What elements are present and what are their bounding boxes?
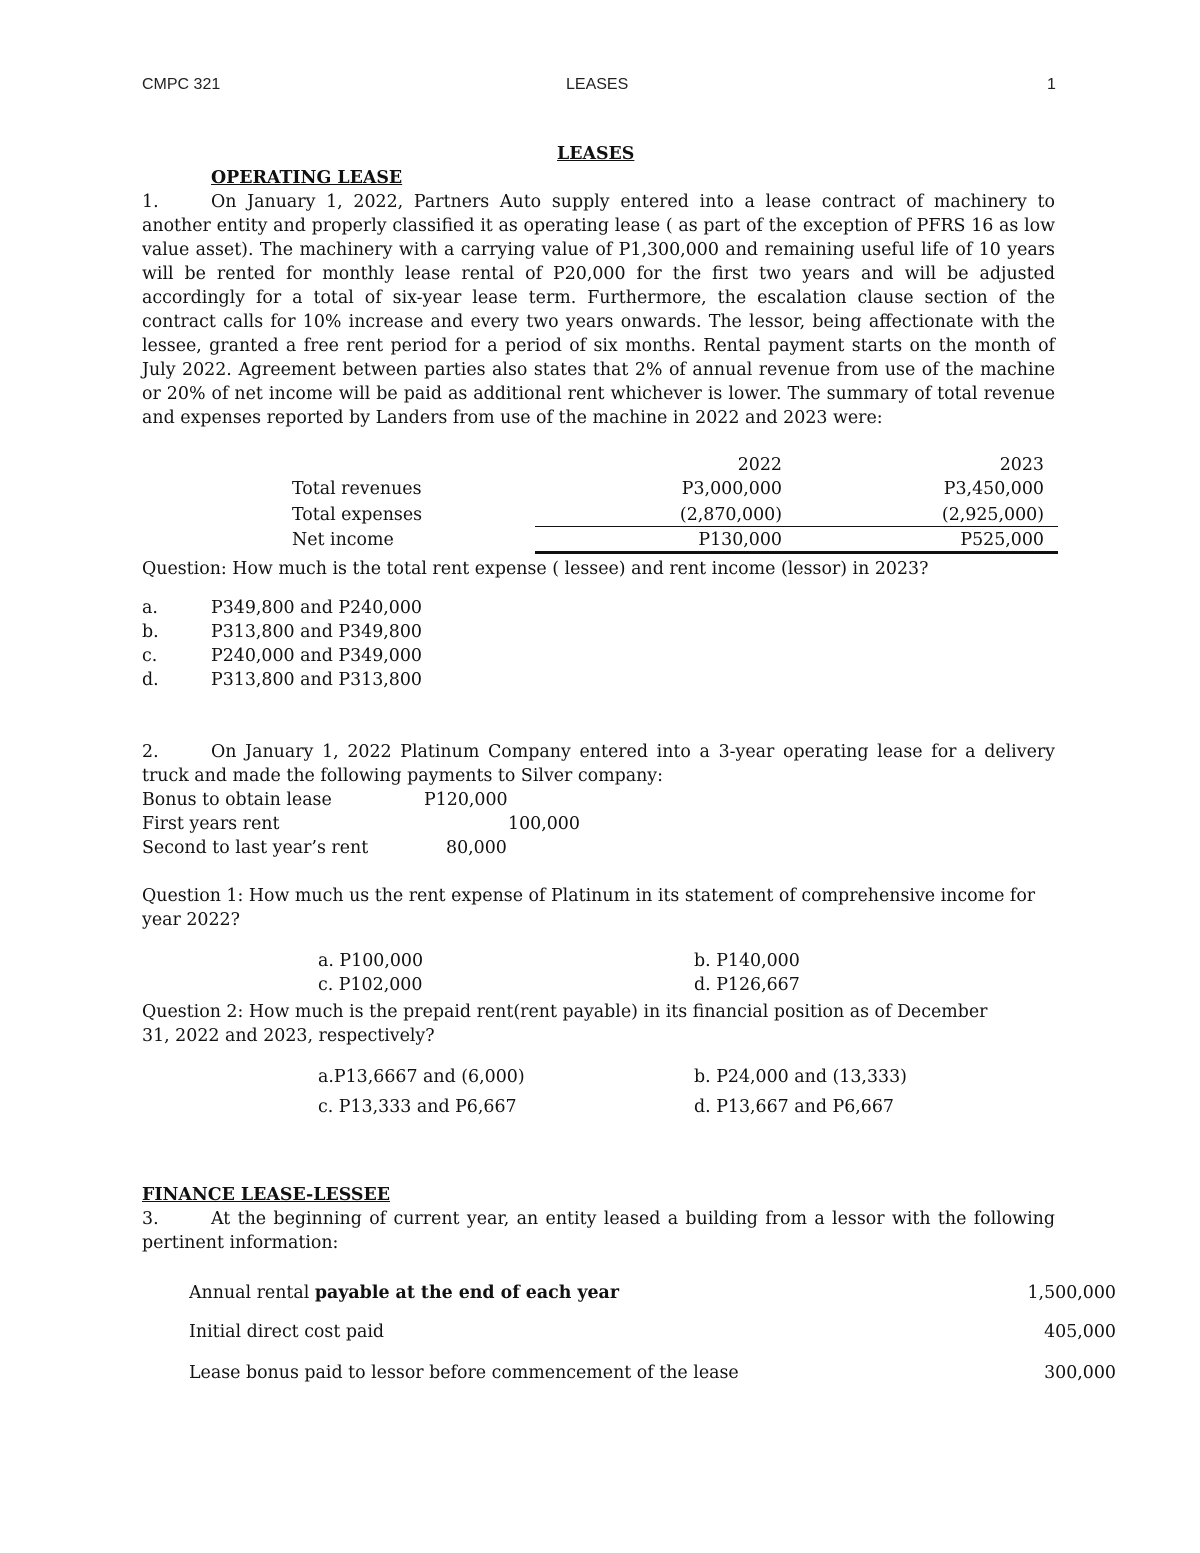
problem-2-text: 2. On January 1, 2022 Platinum Company entered into a 3-year operating lease for a delivery truck and made the following payments to Silver company: [142,742,1055,786]
section-heading-finance-lease: FINANCE LEASE-LESSEE [142,1185,390,1205]
problem-2-question-1: Question 1: How much us the rent expense of Platinum in its statement of comprehensive income for year 2022? [142,886,1036,930]
choice-text: P313,800 and P313,800 [211,670,422,690]
problem-3-number: 3. [142,1209,159,1229]
payment-value: 80,000 [446,838,507,858]
section-heading-operating-lease: OPERATING LEASE [211,168,403,188]
table-cell: P3,000,000 [681,479,782,499]
item-label: Lease bonus paid to lessor before commencement of the lease [189,1363,739,1383]
payment-value: P120,000 [424,790,508,810]
choice-text: b. P24,000 and (13,333) [694,1067,907,1087]
item-label: Annual rental payable at the end of each year [189,1283,619,1303]
payment-value: 100,000 [508,814,580,834]
problem-1-text: 1. On January 1, 2022, Partners Auto supply entered into a lease contract of machinery to another entity and properly classified it as operating lease ( as part of the exception of PFRS 16 as low value asset). The machinery with a carrying value of P1,300,000 and remaining useful life of 10 years will be rented for monthly lease rental of P20,000 for the first two years and will be adjusted accordingly for a total of six-year lease term. Furthermore, the escalation clause section of the contract calls for 10% increase and every two years onwards. The lessor, being affectionate with the lessee, granted a free rent period for a period of six months. Rental payment starts on the month of July 2022. Agreement between parties also states that 2% of annual revenue from use of the machine or 20% of net income will be paid as additional rent whichever is lower. The summary of total revenue and expenses reported by Landers from use of the machine in 2022 and 2023 were: [142,192,1055,428]
choice-text: d. P13,667 and P6,667 [694,1097,894,1117]
choice-text: d. P126,667 [694,975,800,995]
table-year-2022: 2022 [737,455,782,475]
table-divider [535,526,1058,527]
table-cell: (2,870,000) [679,505,782,525]
item-label: Initial direct cost paid [189,1322,385,1342]
table-cell: P130,000 [698,530,782,550]
choice-text: P313,800 and P349,800 [211,622,422,642]
table-total-rule [535,551,1058,554]
payment-label: First years rent [142,814,280,834]
table-year-2023: 2023 [999,455,1044,475]
choice-letter: c. [142,646,158,666]
table-cell: P525,000 [960,530,1044,550]
choice-text: a.P13,6667 and (6,000) [318,1067,525,1087]
choice-text: P240,000 and P349,000 [211,646,422,666]
choice-text: c. P102,000 [318,975,423,995]
document-title: LEASES [557,144,635,164]
table-row-label: Net income [292,530,394,550]
choice-letter: a. [142,598,158,618]
choice-text: a. P100,000 [318,951,424,971]
choice-text: b. P140,000 [694,951,800,971]
choice-text: c. P13,333 and P6,667 [318,1097,517,1117]
problem-3-text: 3. At the beginning of current year, an entity leased a building from a lessor with the following pertinent information: [142,1209,1055,1253]
problem-1-question: Question: How much is the total rent expense ( lessee) and rent income (lessor) in 2023? [142,559,929,579]
item-value: 300,000 [1044,1363,1116,1383]
problem-1-number: 1. [142,192,159,212]
choice-letter: b. [142,622,159,642]
header-course: CMPC 321 [142,76,221,93]
header-page-number: 1 [1047,76,1056,93]
payment-label: Second to last year’s rent [142,838,369,858]
item-value: 1,500,000 [1027,1283,1116,1303]
table-cell: P3,450,000 [943,479,1044,499]
problem-2-number: 2. [142,742,159,762]
payment-label: Bonus to obtain lease [142,790,332,810]
table-row-label: Total revenues [292,479,422,499]
header-title: LEASES [566,76,629,93]
choice-text: P349,800 and P240,000 [211,598,422,618]
table-cell: (2,925,000) [941,505,1044,525]
choice-letter: d. [142,670,159,690]
table-row-label: Total expenses [292,505,423,525]
item-value: 405,000 [1044,1322,1116,1342]
problem-2-question-2: Question 2: How much is the prepaid rent(rent payable) in its financial position as of December 31, 2022 and 2023, respectively? [142,1002,988,1046]
